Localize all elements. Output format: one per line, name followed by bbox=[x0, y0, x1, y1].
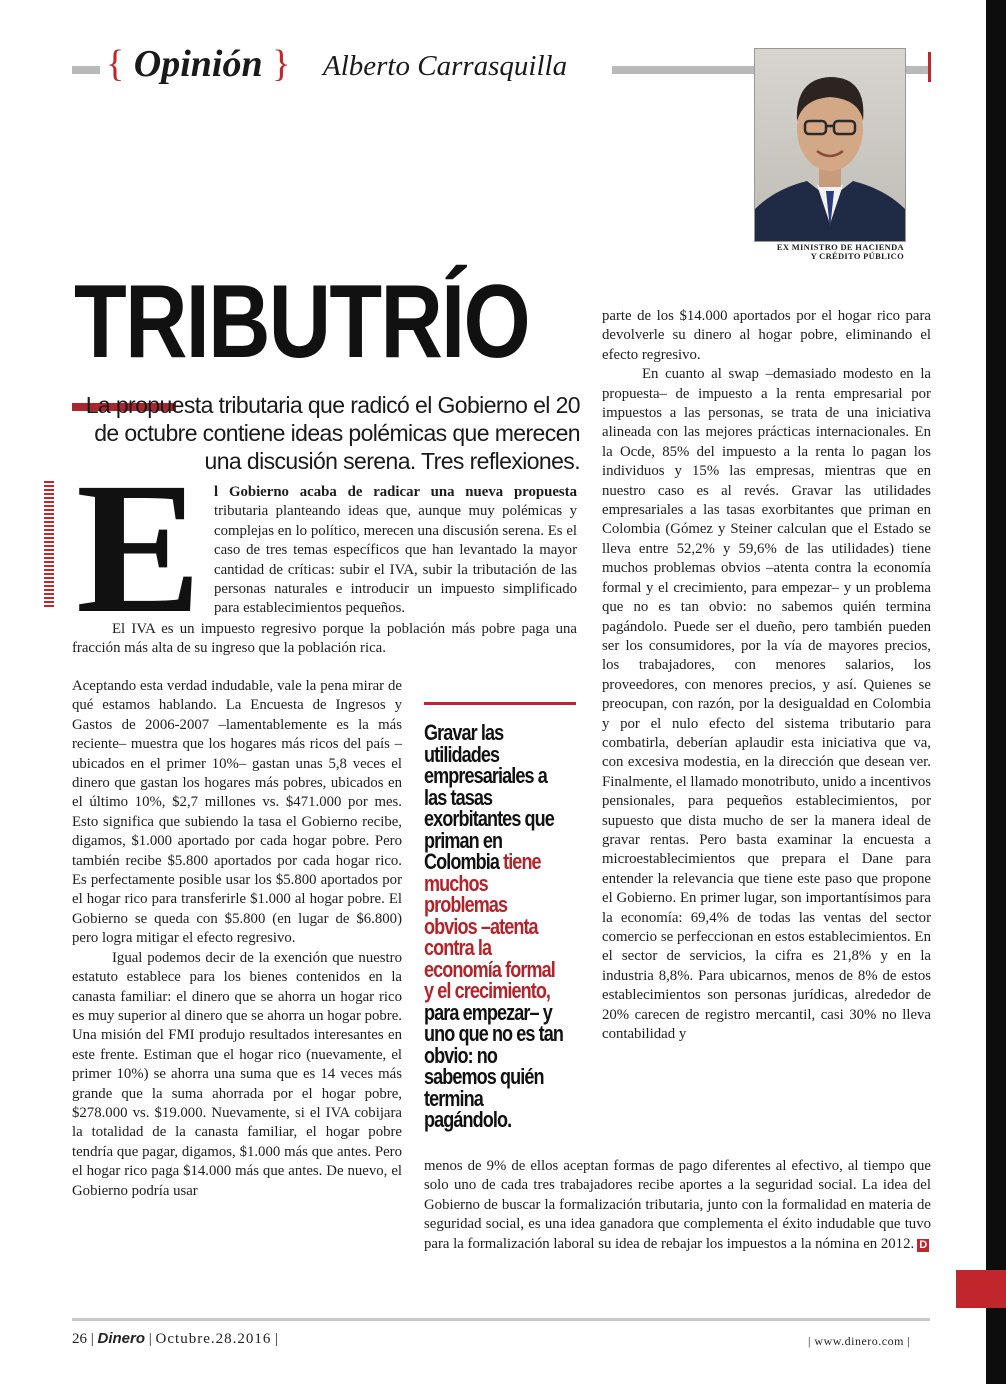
paragraph-6: menos de 9% de ellos aceptan formas de pago diferentes al efectivo, al tiempo que solo uno de cada tres trabajadores recibe aportes a la seguridad social. La idea del Gobierno de buscar la formalización tributaria, junto con la formalidad en materia de seguridad social, es una idea ganadora que complementa el éxito indudable que tuvo para la formalización laboral su idea de rebajar los impuestos a la nómina en 2012. bbox=[424, 1158, 931, 1252]
column-2-body bbox=[602, 307, 931, 1044]
portrait-illustration bbox=[755, 49, 905, 241]
caption-line-1: EX MINISTRO DE HACIENDA bbox=[776, 242, 904, 252]
pull-quote bbox=[424, 722, 563, 1131]
article-deck: La propuesta tributaria que radicó el Gobierno el 20 de octubre contiene ideas polémicas que merecen una discusión serena. Tres reflexiones. bbox=[85, 392, 580, 474]
header-tick bbox=[928, 52, 931, 82]
paragraph-5: En cuanto al swap –demasiado modesto en la propuesta– de impuesto a la renta empresarial por impuestos a las personas, se trata de una iniciativa alineada con las mejores prácticas internacionales. En la Ocde, 85% del impuesto a la renta lo pagan los individuos y 15% las empresas, mientras que en nuestro caso es al revés. Gravar las utilidades empresariales a las tasas exorbitantes que priman en Colombia (Gómez y Steiner calculan que el Estado se lleva entre 52,2% y 59,6% de las utilidades) tiene muchos problemas obvios –atenta contra la economía formal y el crecimiento, para empezar– y un problema que no es tan obvio: no sabemos quién termina pagándolo. Puede ser el dueño, pero también pueden ser los consumidores, por la vía de mayores precios, los trabajadores, con menores salarios, los proveedores, con menores precios, y así. Quienes se preocupan, con razón, por la desigualdad en Colombia y por el nulo efecto del sistema tributario para combatirla, deberían aplaudir esta iniciativa que va, con excesiva modestia, en la dirección que desean ver. Finalmente, el llamado monotributo, unido a incentivos pensionales, para pequeños establecimientos, por supuesto que dista mucho de ser la manera ideal de gravar rentas. Pero basta examinar la encuesta a microestablecimientos que prepara el Dane para entender la relevancia que tiene este paso que propone el Gobierno. En primer lugar, son importantísimos para la economía: 69,4% de todas las ventas del sector comercio se perfeccionan en estos establecimientos. En el sector de servicios, la cifra es 21,8% y en la industria 8,8%. Para ubicarnos, menos de 8% de estos establecimientos son personas jurídicas, alrededor de 20% carecen de registro mercantil, casi 30% no lleva contabilidad y bbox=[602, 366, 931, 1043]
brace-close: } bbox=[272, 43, 291, 85]
intro-paragraph bbox=[214, 483, 577, 619]
footer-right bbox=[808, 1334, 910, 1349]
footer-separator: | bbox=[275, 1331, 279, 1347]
footer-separator: | bbox=[148, 1331, 152, 1347]
author-portrait bbox=[754, 48, 906, 242]
dropcap-stripes bbox=[44, 481, 54, 607]
pull-quote-part-2: tiene muchos problemas obvios –atenta contra la economía formal y el crecimiento, bbox=[424, 849, 555, 1003]
footer-separator: | bbox=[90, 1331, 94, 1347]
footer-separator: | bbox=[907, 1334, 911, 1348]
drop-cap: E bbox=[76, 443, 202, 652]
magazine-name: Dinero bbox=[97, 1330, 146, 1347]
paragraph-3: Igual podemos decir de la exención que nuestro estatuto establece para los bienes contenidos en la canasta familiar: el dinero que se ahorra un hogar rico es muy superior al dinero que se ahorra un hogar pobre. Una misión del FMI produjo resultados interesantes en este frente. Estiman que el hogar rico (nuevamente, el primer 10%) se ahorra una suma que es 14 veces más grande que la suma ahorrada por el hogar pobre, $278.000 vs. $19.000. Nuevamente, si el IVA cobijara la totalidad de la canasta familiar, el hogar pobre tendría que pagar, digamos, $1.000 más que antes. Pero el hogar rico paga $14.000 más que antes. De nuevo, el Gobierno podría usar bbox=[72, 949, 402, 1199]
page-number: 26 bbox=[72, 1331, 87, 1347]
website-url: www.dinero.com bbox=[814, 1334, 904, 1348]
footer-left bbox=[72, 1330, 278, 1348]
caption-line-2: Y CRÉDITO PÚBLICO bbox=[810, 251, 904, 261]
pull-quote-part-3: para empezar– y uno que no es tan obvio: no sabemos quién termina pagándolo. bbox=[424, 999, 564, 1132]
paragraph-2a-text: El IVA es un impuesto regresivo porque la población más pobre paga una fracción más alta de su ingreso que la población rica. bbox=[72, 621, 577, 657]
section-name: Opinión bbox=[133, 43, 263, 85]
article-title: TRIBUTRÍO bbox=[74, 264, 529, 380]
header-rule-right bbox=[612, 66, 754, 74]
portrait-caption bbox=[730, 243, 904, 261]
column-1-body bbox=[72, 677, 402, 1201]
header-rule-left bbox=[72, 66, 100, 74]
paragraph-2b: Aceptando esta verdad indudable, vale la pena mirar de qué estamos hablando. La Encuesta de Ingresos y Gastos de 2006-2007 –lamentablemente es la más reciente– muestra que los hogares más ricos del país –ubicados en el primer 10%– gastan unas 5,8 veces el dinero que gastan los hogares más pobres, ubicados en el último 10%, $2,7 millones vs. $471.000 por mes. Esto significa que subiendo la tasa el Gobierno recibe, digamos, $1.000 aportado por cada hogar pobre. Pero también recibe $5.800 aportados por cada hogar rico. Es perfectamente posible usar los $5.800 aportados por el hogar rico para transferirle $1.000 al hogar pobre. El Gobierno se queda con $5.800 (en lugar de $6.800) pero logra mitigar el efecto regresivo. bbox=[72, 678, 402, 947]
page-edge-tab bbox=[956, 1270, 1006, 1308]
author-name: Alberto Carrasquilla bbox=[323, 50, 568, 82]
issue-date: Octubre.28.2016 bbox=[155, 1331, 272, 1347]
page-edge-bar bbox=[986, 0, 1006, 1384]
intro-lead: l Gobierno acaba de radicar una nueva propuesta bbox=[214, 484, 577, 500]
header-rule-right-end bbox=[904, 66, 930, 74]
paragraph-4: parte de los $14.000 aportados por el hogar rico para devolverle su dinero al hogar pobre, eliminando el efecto regresivo. bbox=[602, 308, 931, 363]
footer-separator: | bbox=[808, 1334, 811, 1348]
pull-quote-part-1: Gravar las utilidades empresariales a las tasas exorbitantes que priman en Colombia bbox=[424, 720, 554, 874]
intro-text: tributaria planteando ideas que, aunque muy polémicas y complejas en lo político, merecen una discusión serena. Es el caso de tres temas específicos que han levantado la mayor cantidad de críticas: subir el IVA, subir la tributación de las personas naturales e introducir un impuesto simplificado para establecimientos pequeños. bbox=[214, 503, 577, 617]
closing-paragraph bbox=[424, 1157, 931, 1254]
paragraph-2a bbox=[72, 620, 577, 659]
end-mark-icon: D bbox=[919, 1238, 928, 1251]
footer-rule bbox=[72, 1318, 930, 1321]
pull-quote-rule bbox=[424, 702, 576, 705]
brace-open: { bbox=[106, 43, 125, 85]
section-label bbox=[106, 42, 290, 86]
